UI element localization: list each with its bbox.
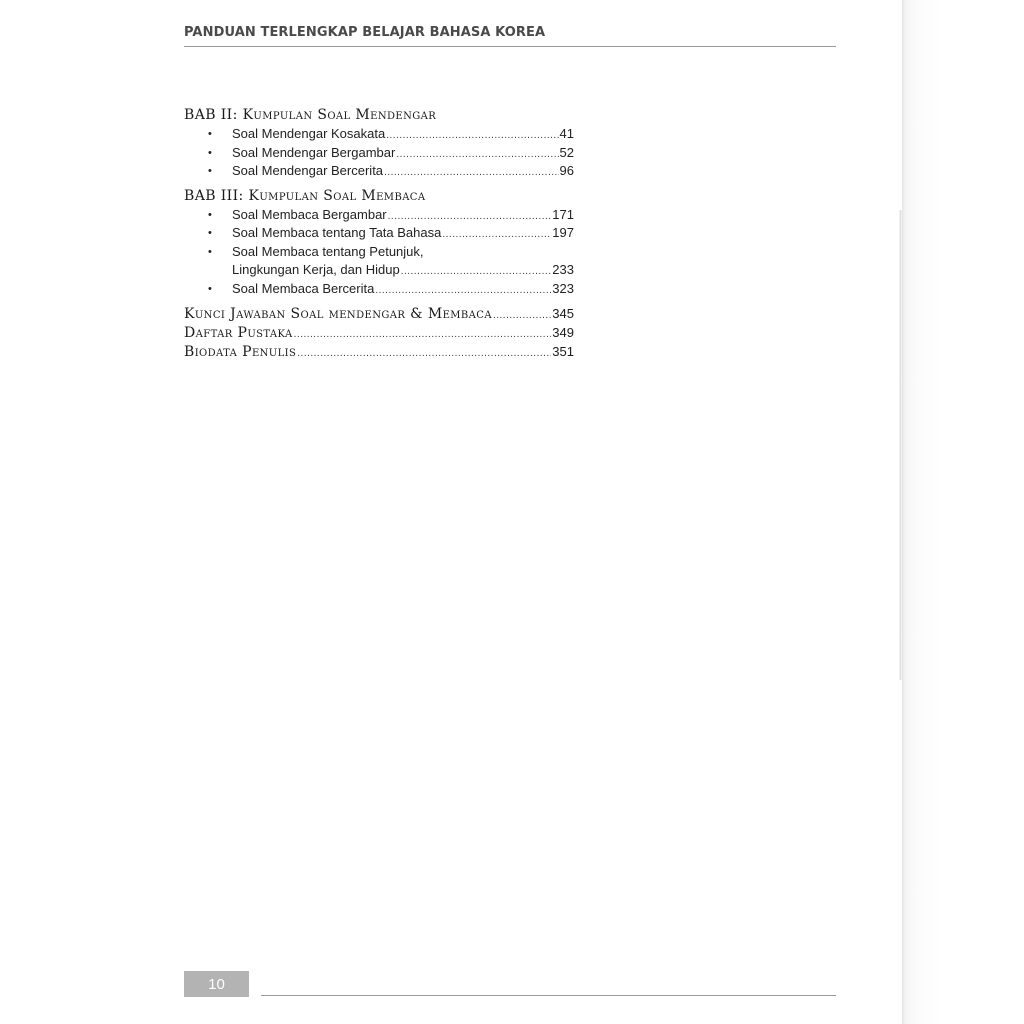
toc-back-matter-entry (184, 342, 576, 361)
running-header-title: PANDUAN TERLENGKAP BELAJAR BAHASA KOREA (184, 25, 546, 40)
toc-back-matter-label: Biodata Penulis (184, 344, 297, 360)
toc-entry-page: 96 (559, 163, 574, 178)
toc-entry (184, 144, 576, 163)
toc-entry-page: 52 (559, 144, 574, 160)
toc-entry-page: 233 (552, 262, 574, 277)
toc-entry (184, 125, 576, 144)
bullet-icon: • (208, 146, 212, 159)
toc-back-matter-page: 345 (552, 306, 574, 321)
footer-rule (261, 995, 836, 996)
toc-entry (184, 224, 576, 243)
toc-entry (184, 280, 576, 299)
header-rule (184, 46, 836, 47)
toc-back-matter-entry (184, 304, 576, 323)
dot-leader (375, 282, 551, 301)
toc-back-matter-entry (184, 323, 576, 342)
toc-entry-label: Soal Membaca tentang Tata Bahasa (232, 225, 442, 240)
dot-leader (493, 306, 551, 325)
toc-back-matter-page: 349 (552, 325, 574, 340)
bullet-icon: • (208, 227, 212, 239)
toc-entry-label: Lingkungan Kerja, dan Hidup (232, 262, 400, 277)
bullet-icon: • (208, 245, 212, 258)
toc-entry-page: 171 (552, 206, 574, 222)
toc-chapter-bab3: BAB III: Kumpulan Soal Membaca (184, 187, 426, 204)
bullet-icon: • (208, 208, 212, 221)
toc-entry-page: 323 (552, 280, 574, 296)
toc-chapter-bab2: BAB II: Kumpulan Soal Mendengar (184, 107, 437, 123)
bullet-icon: • (208, 165, 212, 177)
page-number-badge: 10 (184, 971, 249, 997)
toc-entry-label: Soal Mendengar Bergambar (232, 144, 396, 160)
dot-leader (294, 325, 552, 344)
dot-leader (384, 164, 559, 183)
dot-leader (297, 344, 551, 363)
toc-entry (184, 243, 576, 262)
toc-entry-label: Soal Membaca Bercerita (232, 280, 375, 296)
bullet-icon: • (208, 282, 212, 295)
table-of-contents (184, 106, 576, 361)
toc-back-matter-label: Daftar Pustaka (184, 325, 293, 341)
page-edge-line (899, 210, 902, 680)
toc-entry-label: Soal Mendengar Bercerita (232, 163, 384, 178)
toc-entry-page: 197 (552, 225, 574, 240)
toc-entry-label-line1: Soal Membaca tentang Petunjuk, (232, 243, 424, 259)
toc-entry-label: Soal Membaca Bergambar (232, 206, 387, 222)
toc-entry-continuation (184, 261, 576, 280)
toc-back-matter-page: 351 (552, 344, 574, 359)
bullet-icon: • (208, 128, 212, 140)
page-edge-shadow (902, 0, 1024, 1024)
toc-entry-page: 41 (559, 126, 574, 141)
toc-entry (184, 162, 576, 181)
toc-back-matter-label: Kunci Jawaban Soal mendengar & Membaca (184, 306, 492, 322)
toc-entry-label: Soal Mendengar Kosakata (232, 126, 386, 141)
toc-entry (184, 206, 576, 225)
